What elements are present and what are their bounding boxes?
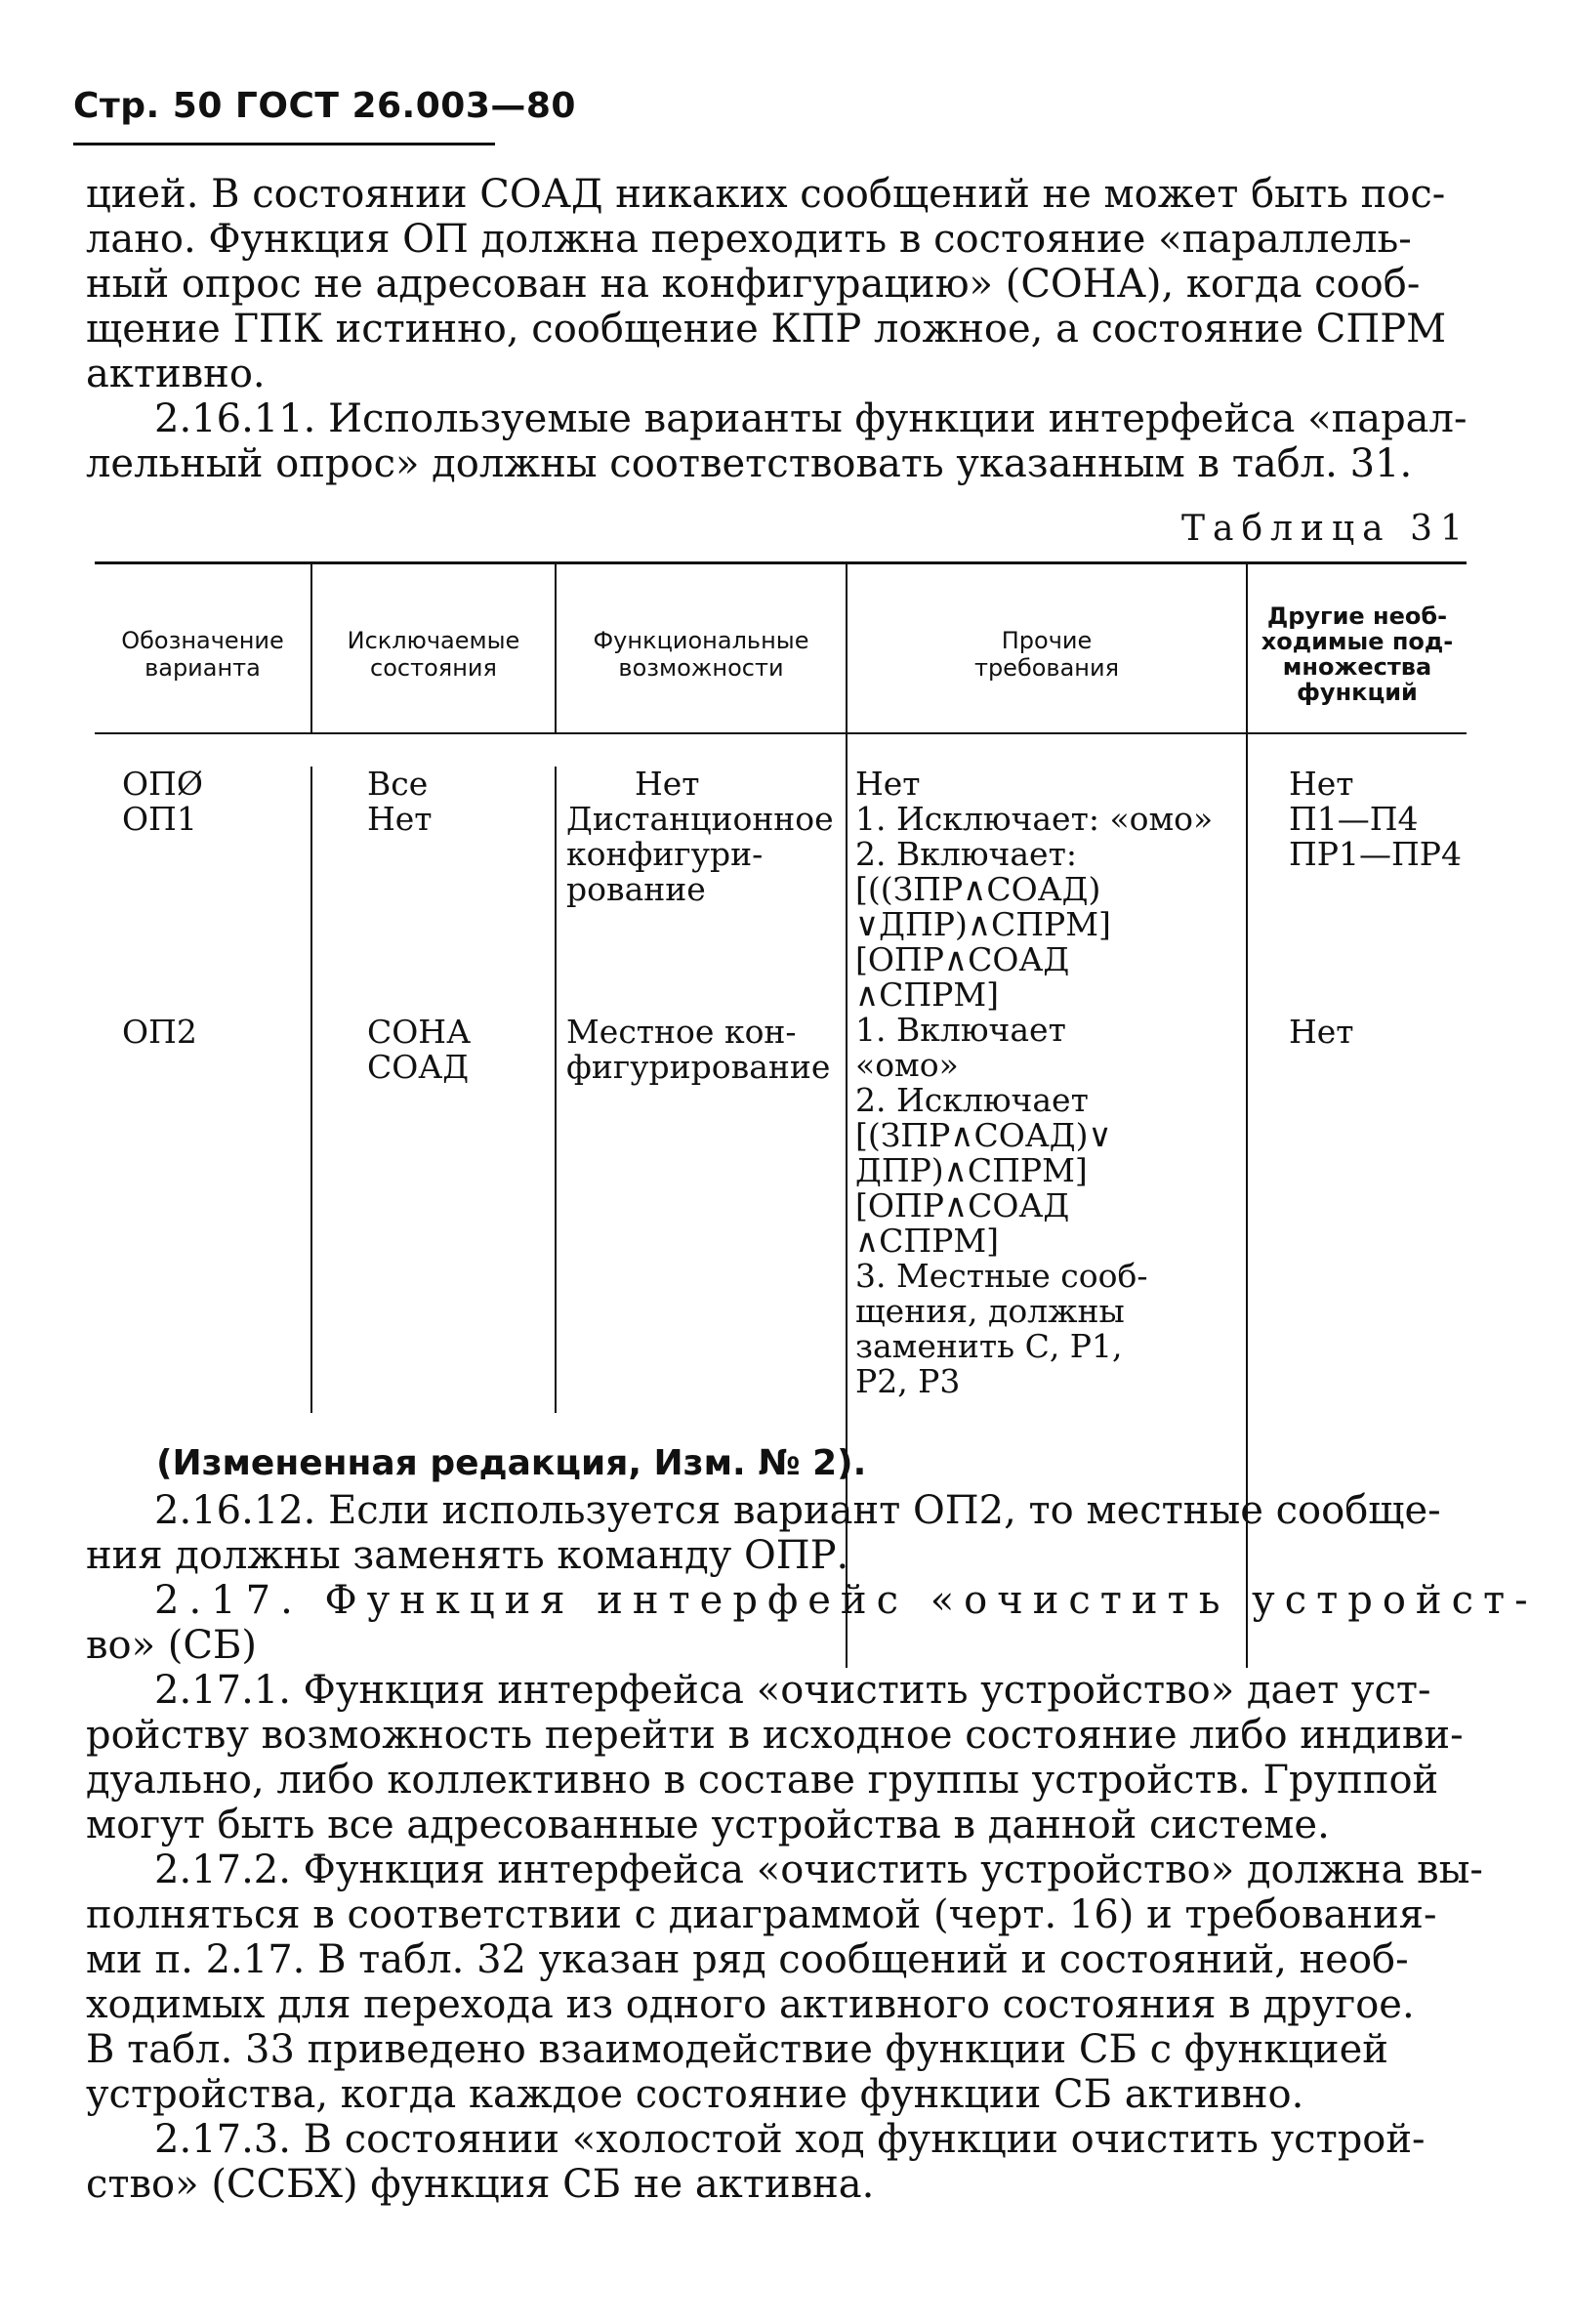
text-line: 2.17.3. В состоянии «холостой ход функции очистить устрой- [154, 2117, 1426, 2162]
cell-text: ∨ДПР)∧СПРМ] [855, 905, 1111, 943]
page-header: Стр. 50 ГОСТ 26.003—80 [73, 86, 576, 126]
table-caption: Таблица 31 [1181, 509, 1470, 549]
cell-text: 1. Включает [855, 1011, 1066, 1049]
cell-text: Нет [367, 800, 433, 838]
text-line: 2.16.11. Используемые варианты функции интерфейса «парал- [154, 396, 1468, 441]
header-text: Исключаемые [347, 627, 520, 654]
text-line: активно. [86, 352, 266, 396]
cell-text: [((ЗПР∧СОАД) [855, 870, 1101, 908]
header-other-requirements [848, 586, 1246, 723]
cell-text: Все [367, 765, 429, 803]
cell-text: ∧СПРМ] [855, 975, 1000, 1014]
paragraph-3 [86, 1488, 1465, 1578]
cell-text: СОАД [367, 1048, 470, 1086]
column-divider [310, 767, 312, 1413]
cell-text: конфигури- [566, 835, 764, 873]
paragraph-5 [86, 1668, 1465, 1847]
paragraph-6 [86, 1847, 1483, 2117]
column-variant [122, 1015, 197, 1050]
column-other-subsets [1289, 767, 1462, 872]
cell-text: 2. Включает: [855, 835, 1077, 873]
text-line: полняться в соответствии с диаграммой (черт. 16) и требования- [86, 1892, 1437, 1937]
text-line: ми п. 2.17. В табл. 32 указан ряд сообщений и состояний, необ- [86, 1937, 1409, 1982]
amendment-note: (Измененная редакция, Изм. № 2). [156, 1443, 867, 1483]
column-functional [635, 767, 700, 802]
cell-text: Нет [855, 765, 921, 803]
text-line: ство» (ССБХ) функция СБ не активна. [86, 2162, 875, 2207]
header-text: функций [1297, 679, 1418, 706]
text-line: 2.17.1. Функция интерфейса «очистить устройство» дает уст- [154, 1668, 1431, 1713]
cell-text: 1. Исключает: «омо» [855, 800, 1214, 838]
cell-text: ОПØ [122, 765, 203, 803]
header-other-subsets [1248, 586, 1467, 723]
cell-text: ПР1—ПР4 [1289, 835, 1462, 873]
cell-text: Местное кон- [566, 1013, 797, 1051]
column-functional [566, 1015, 830, 1085]
cell-text: рование [566, 870, 706, 908]
header-text: требования [973, 654, 1120, 682]
header-text: возможности [618, 654, 784, 682]
paragraph-2 [86, 396, 1468, 486]
header-text: варианта [145, 654, 261, 682]
cell-text: [ОПР∧СОАД [855, 1186, 1070, 1224]
text-line: ройству возможность перейти в исходное состояние либо индиви- [86, 1713, 1464, 1758]
cell-text: Дистанционное [566, 800, 834, 838]
cell-text: 3. Местные сооб- [855, 1257, 1148, 1295]
text-line: 2.16.12. Если используется вариант ОП2, то местные сообще- [154, 1488, 1441, 1533]
cell-text: щения, должны [855, 1292, 1125, 1330]
cell-text: ОП2 [122, 1013, 197, 1051]
column-divider [555, 767, 557, 1413]
text-line: устройства, когда каждое состояние функции СБ активно. [86, 2072, 1304, 2117]
header-excluded-states [312, 586, 555, 723]
cell-text: Нет [1289, 765, 1354, 803]
text-line: ния должны заменять команду ОПР. [86, 1533, 849, 1578]
text-line: щение ГПК истинно, сообщение КПР ложное, а состояние СПРМ [86, 307, 1447, 352]
text-line: во» (СБ) [86, 1623, 257, 1668]
cell-text: [ОПР∧СОАД [855, 940, 1070, 978]
cell-text: «омо» [855, 1046, 959, 1084]
paragraph-7 [86, 2117, 1465, 2207]
header-text: Прочие [1001, 627, 1093, 654]
column-excluded-states [367, 767, 433, 837]
cell-text: заменить С, Р1, [855, 1327, 1123, 1365]
cell-text: Нет [1289, 1013, 1354, 1051]
cell-text: фигурирование [566, 1048, 831, 1086]
text-line: ходимых для перехода из одного активного состояния в другое. [86, 1982, 1415, 2027]
cell-text: ОП1 [122, 800, 197, 838]
column-variant [122, 767, 203, 837]
column-excluded-states [367, 1015, 471, 1085]
text-line: лано. Функция ОП должна переходить в состояние «параллель- [86, 217, 1412, 262]
section-heading-2-17 [86, 1578, 1538, 1668]
header-text: множества [1282, 653, 1432, 681]
text-line: 2.17.2. Функция интерфейса «очистить устройство» должна вы- [154, 1847, 1483, 1892]
text-line: В табл. 33 приведено взаимодействие функции СБ с функцией [86, 2027, 1388, 2072]
text-line: лельный опрос» должны соответствовать указанным в табл. 31. [86, 441, 1413, 486]
text-line: дуально, либо коллективно в составе группы устройств. Группой [86, 1758, 1439, 1803]
cell-text: 2. Исключает [855, 1081, 1089, 1119]
text-line: цией. В состоянии СОАД никаких сообщений не может быть пос- [86, 172, 1446, 217]
column-functional [566, 802, 834, 907]
cell-text: ∧СПРМ] [855, 1222, 1000, 1260]
cell-text: Р2, Р3 [855, 1362, 961, 1400]
header-underline [73, 143, 495, 145]
cell-text: ДПР)∧СПРМ] [855, 1151, 1088, 1189]
text-line: 2.17. Функция интерфейс «очистить устройст- [154, 1578, 1538, 1623]
cell-text: П1—П4 [1289, 800, 1419, 838]
header-text: Функциональные [593, 627, 809, 654]
table-header-rule [95, 732, 1467, 734]
header-text: состояния [370, 654, 497, 682]
text-line: могут быть все адресованные устройства в данной системе. [86, 1803, 1330, 1847]
column-other-requirements [855, 767, 1213, 1399]
text-line: ный опрос не адресован на конфигурацию» (СОНА), когда сооб- [86, 262, 1421, 307]
header-text: Обозначение [121, 627, 284, 654]
paragraph-1 [86, 172, 1465, 396]
cell-text: СОНА [367, 1013, 472, 1051]
header-text: ходимые под- [1261, 628, 1454, 655]
column-other-subsets [1289, 1015, 1354, 1050]
header-text: Другие необ- [1266, 602, 1448, 630]
table-top-rule [95, 561, 1467, 564]
cell-text: Нет [635, 765, 700, 803]
header-functional-capabilities [557, 586, 846, 723]
cell-text: [(ЗПР∧СОАД)∨ [855, 1116, 1112, 1154]
header-variant [95, 586, 310, 723]
